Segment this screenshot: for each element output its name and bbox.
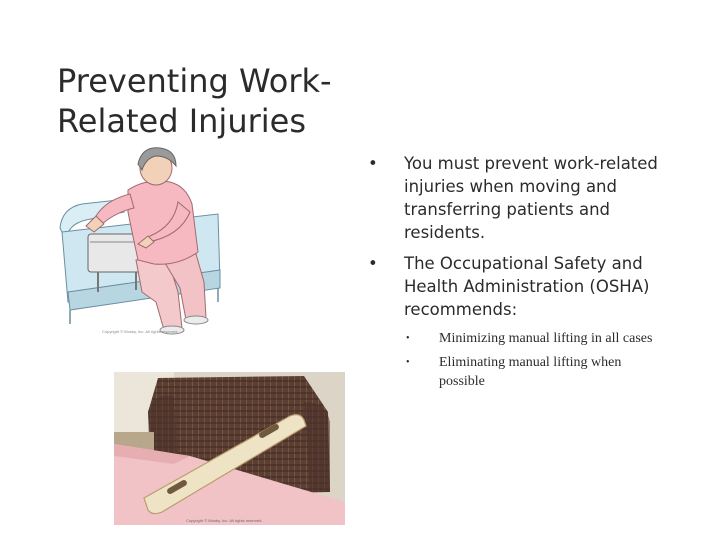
caregiver-bed-drawing bbox=[58, 142, 226, 338]
bullet-marker: • bbox=[368, 254, 378, 273]
sub-bullet-item bbox=[404, 329, 668, 348]
transfer-board-photo bbox=[114, 372, 345, 525]
sub-bullet-text: Minimizing manual lifting in all cases bbox=[439, 331, 653, 346]
bullet-text: You must prevent work-related injuries when moving and transferring patients and residents. bbox=[404, 154, 658, 242]
sub-bullet-marker: • bbox=[406, 333, 410, 344]
sub-bullet-item bbox=[404, 353, 668, 391]
sub-bullet-list bbox=[368, 329, 668, 391]
bullet-text: The Occupational Safety and Health Administration (OSHA) recommends: bbox=[404, 254, 650, 319]
transfer-board-drawing bbox=[114, 372, 345, 525]
slide-title bbox=[57, 61, 387, 141]
sub-bullet-marker: • bbox=[406, 357, 410, 368]
bullet-list bbox=[368, 152, 668, 396]
bullet-marker: • bbox=[368, 154, 378, 173]
title-line-2: Related Injuries bbox=[57, 102, 306, 141]
image-caption-top: Copyright © Mosby, Inc. All rights reserved. bbox=[102, 329, 179, 334]
title-line-1: Preventing Work- bbox=[57, 62, 332, 101]
caregiver-bed-illustration bbox=[58, 142, 226, 338]
sub-bullet-text: Eliminating manual lifting when possible bbox=[439, 355, 622, 389]
bullet-item bbox=[368, 152, 668, 244]
image-caption-bottom: Copyright © Mosby, Inc. All rights reserved. bbox=[186, 518, 263, 523]
bullet-item bbox=[368, 252, 668, 321]
